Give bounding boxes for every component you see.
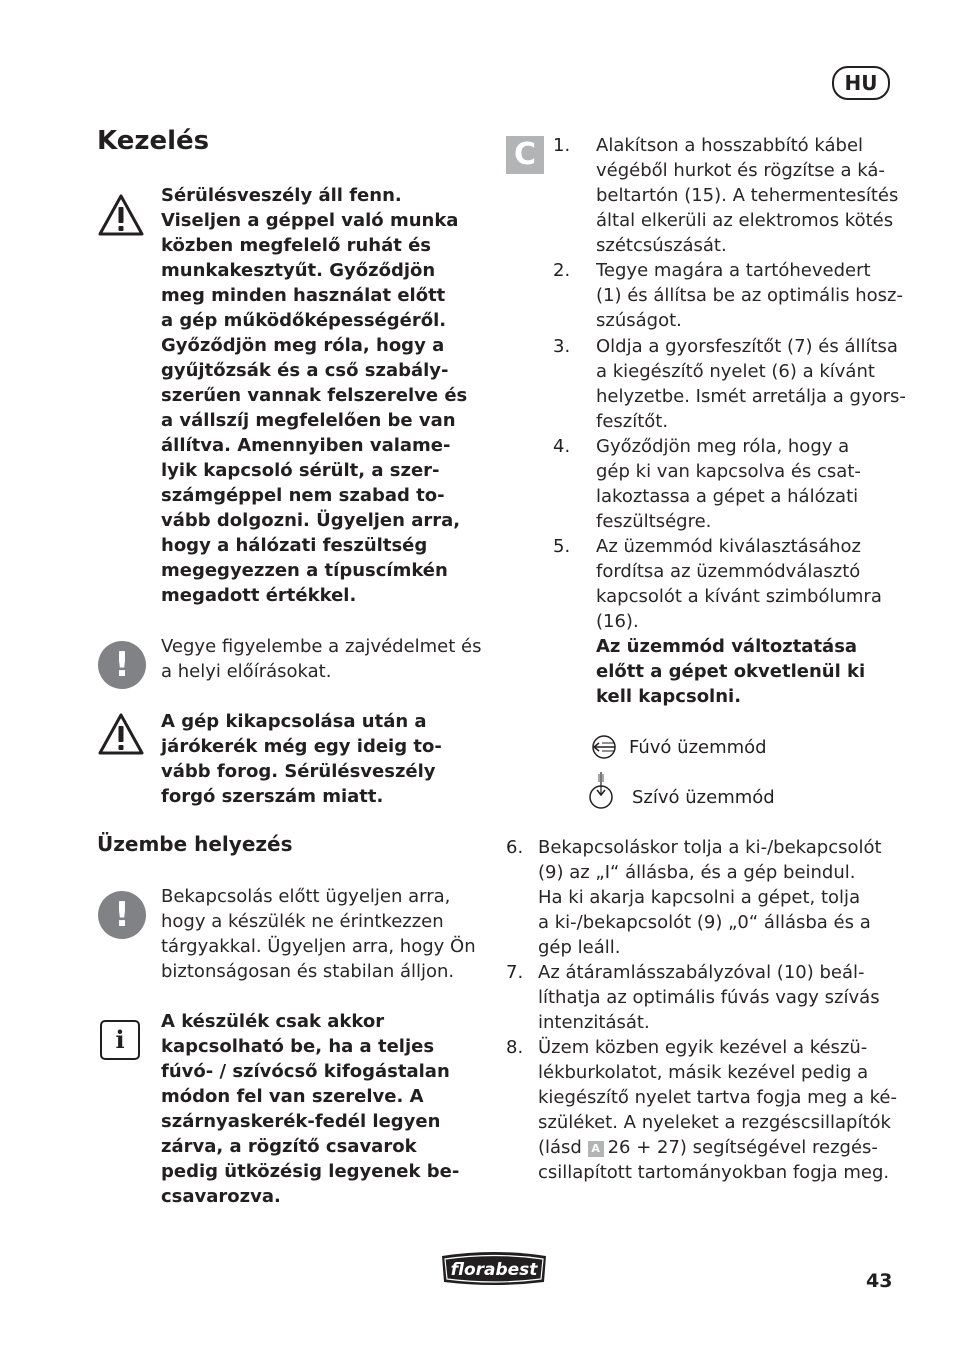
suck-mode-icon [588, 770, 614, 810]
step-number: 3. [553, 336, 571, 357]
svg-text:florabest: florabest [450, 1260, 538, 1280]
suck-mode-label: Szívó üzemmód [632, 787, 775, 808]
exclamation-icon: ! [98, 891, 146, 939]
page-number: 43 [866, 1270, 893, 1292]
step-text: Oldja a gyorsfeszítőt (7) és állítsa a kiegészítő nyelet (6) a kívánt helyzetbe. Ismét arretálja a gyors- feszítőt. [596, 336, 906, 432]
step-number: 5. [553, 536, 571, 557]
step-number: 7. [506, 962, 524, 983]
step-number: 8. [506, 1037, 524, 1058]
step-text: Bekapcsoláskor tolja a ki-/bekapcsolót (9) az „I“ állásba, és a gép beindul. Ha ki akarja kapcsolni a gépet, tolja a ki-/bekapcsolót (9) „0“ állásba és a gép leáll. [538, 837, 882, 958]
step-number: 2. [553, 260, 571, 281]
note-text-1: Vegye figyelembe a zajvédelmet és a helyi előírásokat. [161, 636, 482, 682]
step-number: 1. [553, 135, 571, 156]
step-5-warning: Az üzemmód változtatása előtt a gépet okvetlenül ki kell kapcsolni. [596, 636, 866, 707]
warning-icon [97, 193, 145, 237]
step-text: Üzem közben egyik kezével a készü- lékburkolatot, másik kezével pedig a kiegészítő nyelet tartva fogja meg a ké- szüléket. A nyeleket a rezgéscsillapítók (lásd A 26 + 27) segítségével rezgés- csillapított tartományokban fogja meg. [538, 1037, 897, 1183]
step-text: Alakítson a hosszabbító kábel végéből hurkot és rögzítse a ká- beltartón (15). A tehermentesítés által elkerüli az elektromos kötés szétcsúszását. [596, 135, 899, 256]
step-text: Az átáramlásszabályzóval (10) beál- líthatja az optimális fúvás vagy szívás intenzitását. [538, 962, 880, 1033]
step-text: Győződjön meg róla, hogy a gép ki van kapcsolva és csat- lakoztassa a gépet a hálózati feszültségre. [596, 436, 861, 532]
exclamation-icon: ! [98, 641, 146, 689]
step-number: 4. [553, 436, 571, 457]
section-subtitle: Üzembe helyezés [97, 832, 293, 856]
language-badge: HU [832, 66, 890, 100]
blow-mode-label: Fúvó üzemmód [629, 737, 767, 758]
step-text: Az üzemmód kiválasztásához fordítsa az üzemmódválasztó kapcsolót a kívánt szimbólumra (16). [596, 536, 882, 632]
step-number: 6. [506, 837, 524, 858]
blow-mode-icon [588, 734, 620, 760]
figure-reference-a-badge: A [588, 1141, 604, 1157]
section-title: Kezelés [97, 126, 210, 156]
florabest-logo [438, 1250, 550, 1286]
info-text: A készülék csak akkor kapcsolható be, ha a teljes fúvó- / szívócső kifogástalan módon fel van szerelve. A szárnyaskerék-fedél legyen zárva, a rögzítő csavarok pedig ütközésig legyenek be- csavarozva. [161, 1011, 460, 1207]
step-text: Tegye magára a tartóhevedert (1) és állítsa be az optimális hosz- szúságot. [596, 260, 903, 331]
info-icon: i [100, 1020, 140, 1060]
figure-reference-badge: C [506, 136, 544, 174]
warning-text-1: Sérülésveszély áll fenn. Viseljen a géppel való munka közben megfelelő ruhát és munkakesztyűt. Győződjön meg minden használat előtt a gép működőképességéről. Győződjön meg róla, hogy a gyűjtőzsák és a cső szabály- szerűen vannak felszerelve és a vállszíj megfelelően be van állítva. Amennyiben valame- lyik kapcsoló sérült, a szer- számgéppel nem szabad to- vább dolgozni. Ügyeljen arra, hogy a hálózati feszültség megegyezzen a típuscímkén megadott értékkel. [161, 185, 468, 606]
note-text-2: Bekapcsolás előtt ügyeljen arra, hogy a készülék ne érintkezzen tárgyakkal. Ügyeljen arra, hogy Ön biztonságosan és stabilan álljon. [161, 886, 476, 982]
warning-icon [97, 712, 145, 756]
warning-text-2: A gép kikapcsolása után a járókerék még egy ideig to- vább forog. Sérülésveszély forgó szerszám miatt. [161, 711, 442, 807]
